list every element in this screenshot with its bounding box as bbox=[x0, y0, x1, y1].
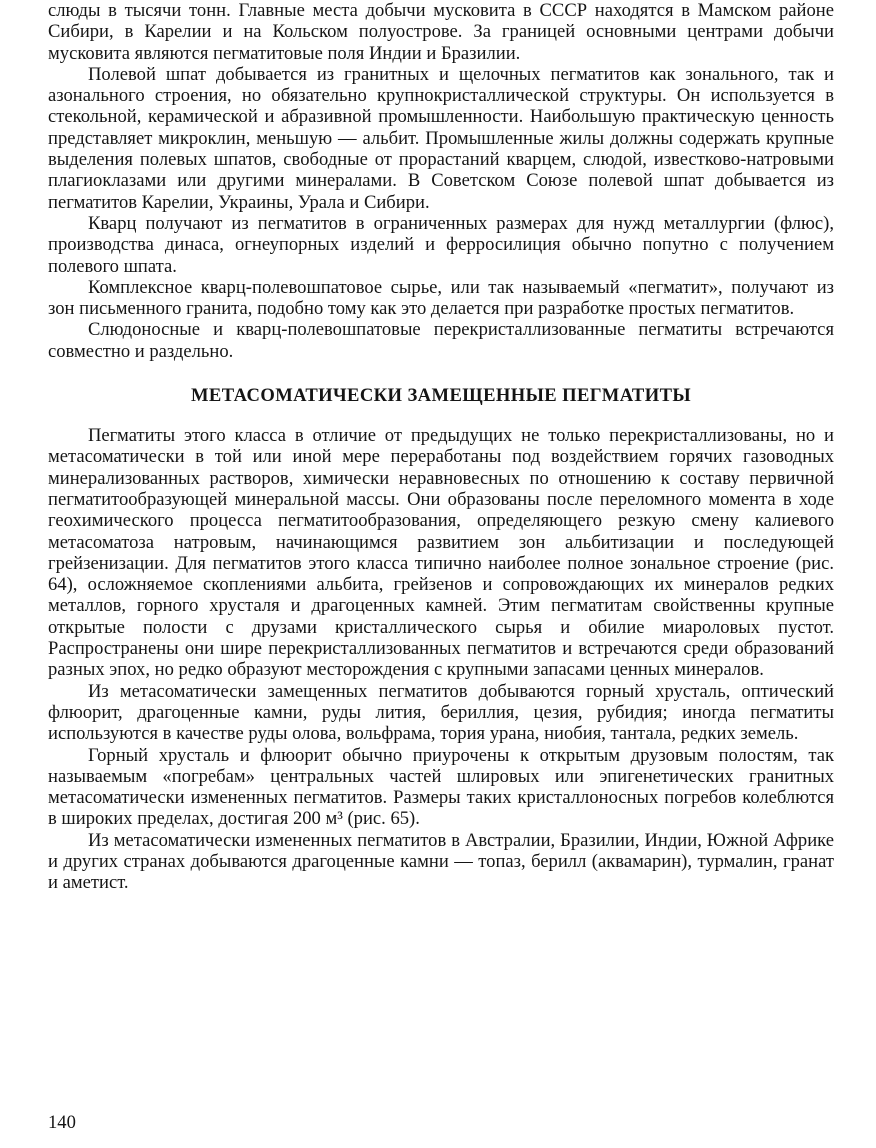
section-heading: МЕТАСОМАТИЧЕСКИ ЗАМЕЩЕННЫЕ ПЕГМАТИТЫ bbox=[190, 385, 692, 407]
paragraph-extracted-minerals: Из метасоматически замещенных пегматитов добываются горный хрусталь, оптический флюорит, драгоценные камни, руды лития, бериллия, цезия, рубидия; иногда пегматиты используются в качестве руды олова, вольфрама, тория урана, ниобия, тантала, редких земель. bbox=[48, 680, 834, 745]
paragraph-mica-bearing: Слюдоносные и кварц-полевошпатовые перекристаллизованные пегматиты встречаются совместно и раздельно. bbox=[48, 319, 834, 362]
paragraph-mica-mining: слюды в тысячи тонн. Главные места добычи мусковита в СССР находятся в Мамском районе Сибири, в Карелии и на Кольском полуострове. За границей основными центрами добычи мусковита являются пегматитовые поля Индии и Бразилии. bbox=[48, 0, 834, 64]
page-number: 140 bbox=[48, 1112, 76, 1133]
paragraph-rock-crystal: Горный хрусталь и флюорит обычно приурочены к открытым друзовым полостям, так называемым «погребам» центральных частей шлировых или эпигенетических гранитных метасоматически измененных пегматитов. Размеры таких кристаллоносных погребов колеблются в широких пределах, достигая 200 м³ (рис. 65). bbox=[48, 744, 834, 830]
paragraph-gemstones: Из метасоматически измененных пегматитов в Австралии, Бразилии, Индии, Южной Африке и других странах добываются драгоценные камни — топаз, берилл (аквамарин), турмалин, гранат и аметист. bbox=[48, 829, 834, 894]
paragraph-metasomatic-class: Пегматиты этого класса в отличие от предыдущих не только перекристаллизованы, но и метасоматически в той или иной мере переработаны под воздействием горячих газоводных минерализованных растворов, химически неравновесных по отношению к составу первичной пегматитообразующей минеральной массы. Они образованы после переломного момента в ходе геохимического процесса пегматитообразования, определяющего резкую смену калиевого метасоматоза натровым, начинающимся развитием зон альбитизации и последующей грейзенизации. Для пегматитов этого класса типично наиболее полное зональное строение (рис. 64), осложняемое скоплениями альбита, грейзенов и сопровождающих их минералов редких металлов, горного хрусталя и драгоценных камней. Этим пегматитам свойственны крупные открытые полости с друзами кристаллического сырья и обилие миароловых пустот. Распространены они шире перекристаллизованных пегматитов и встречаются среди образований разных эпох, но редко образуют месторождения с крупными запасами ценных минералов. bbox=[48, 425, 834, 681]
paragraph-complex-raw-material: Комплексное кварц-полевошпатовое сырье, или так называемый «пегматит», получают из зон письменного гранита, подобно тому как это делается при разработке простых пегматитов. bbox=[48, 276, 834, 320]
page-body bbox=[48, 0, 834, 894]
paragraph-quartz: Кварц получают из пегматитов в ограниченных размерах для нужд металлургии (флюс), производства динаса, огнеупорных изделий и ферросилиция обычно попутно с получением полевого шпата. bbox=[48, 212, 834, 277]
paragraph-feldspar: Полевой шпат добывается из гранитных и щелочных пегматитов как зонального, так и азонального строения, но обязательно крупнокристаллической структуры. Он используется в стекольной, керамической и абразивной промышленности. Наибольшую практическую ценность представляет микроклин, меньшую — альбит. Промышленные жилы должны содержать крупные выделения полевых шпатов, свободные от прорастаний кварцем, слюдой, известково-натровыми плагиоклазами или другими минералами. В Советском Союзе полевой шпат добывается из пегматитов Карелии, Украины, Урала и Сибири. bbox=[48, 63, 834, 213]
